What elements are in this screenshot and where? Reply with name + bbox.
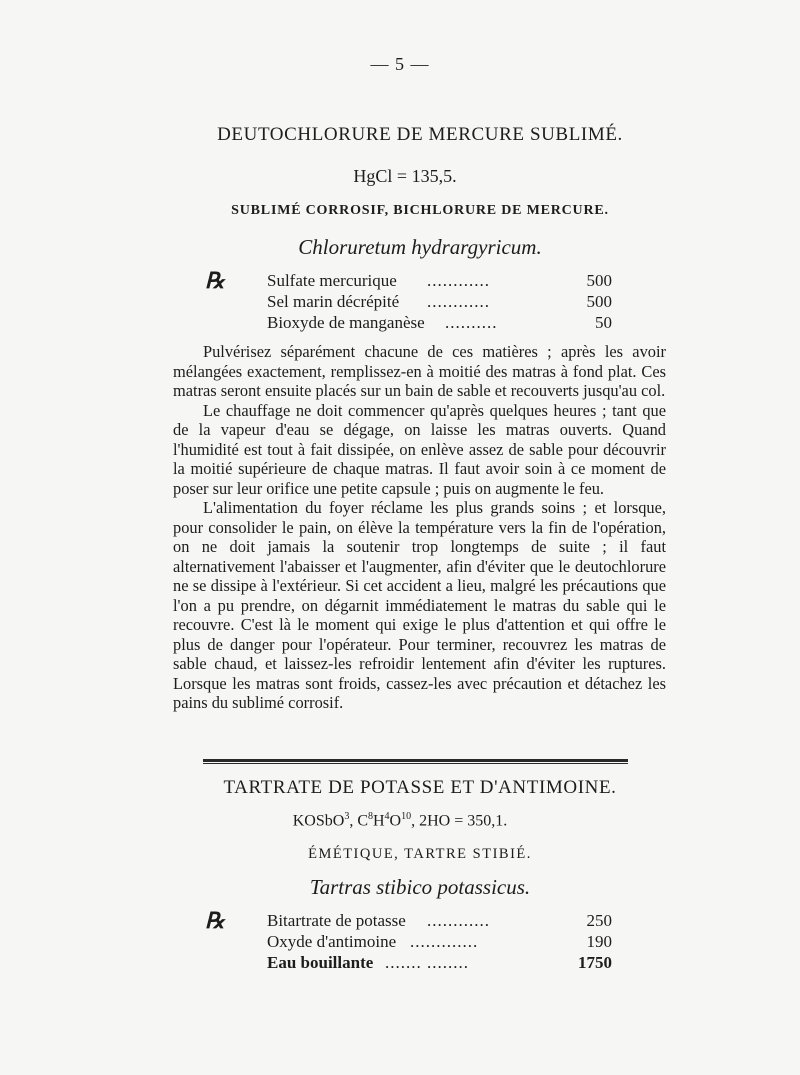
section-title-deutochlorure: DEUTOCHLORURE DE MERCURE SUBLIMÉ. [217, 124, 623, 145]
ingredient-name: Sel marin décrépité [267, 292, 400, 311]
leader-dots: ....... ........ [385, 953, 469, 972]
latin-name-tartras: Tartras stibico potassicus. [309, 875, 531, 899]
recipe-symbol: ℞ [205, 908, 225, 933]
section-subtitle-emetique: ÉMÉTIQUE, TARTRE STIBIÉ. [308, 846, 532, 862]
leader-dots: ............ [427, 271, 490, 290]
formula-subscript: 10 [401, 811, 412, 822]
recipe-row [205, 270, 625, 291]
leader-dots: .......... [445, 313, 498, 332]
formula-part: H [372, 812, 385, 830]
leader-dots: ............ [427, 292, 490, 311]
recipe-row [205, 910, 625, 931]
formula-part: , 2HO = 350,1. [411, 812, 508, 830]
recipe-list-2 [205, 910, 625, 973]
recipe-symbol: ℞ [205, 268, 225, 293]
section-divider-thin [203, 763, 628, 764]
procedure-text [173, 342, 666, 713]
section-divider-thick [203, 759, 628, 762]
ingredient-quantity: 1750 [578, 953, 612, 972]
ingredient-name: Oxyde d'antimoine [267, 932, 397, 951]
ingredient-quantity: 500 [586, 271, 612, 290]
leader-dots: ............ [427, 911, 490, 930]
ingredient-quantity: 50 [595, 313, 612, 332]
ingredient-name: Bitartrate de potasse [267, 911, 406, 930]
section-subtitle-sublime: SUBLIMÉ CORROSIF, BICHLORURE DE MERCURE. [231, 203, 609, 218]
ingredient-quantity: 190 [586, 932, 612, 951]
recipe-row [205, 952, 625, 973]
chemical-formula-hgcl: HgCl = 135,5. [353, 166, 457, 186]
ingredient-name: Eau bouillante [267, 953, 374, 972]
recipe-row [205, 931, 625, 952]
recipe-row [205, 312, 625, 333]
ingredient-name: Sulfate mercurique [267, 271, 397, 290]
page-number: — 5 — [370, 54, 430, 74]
section-title-tartrate: TARTRATE DE POTASSE ET D'ANTIMOINE. [223, 777, 617, 798]
formula-part: KOSbO [292, 812, 345, 830]
chemical-formula-emetique [0, 811, 800, 830]
leader-dots: ............. [410, 932, 479, 951]
paragraph: Le chauffage ne doit commencer qu'après quelques heures ; tant que de la vapeur d'eau se dégage, on laisse les matras ouverts. Quand l'humidité est tout à fait dissipée, on enlève assez de sable pour découvrir la moitié supérieure de chaque matras. Il faut avoir soin à ce moment de poser sur leur orifice une petite capsule ; puis on augmente le feu. [173, 400, 666, 498]
paragraph: Pulvérisez séparément chacune de ces matières ; après les avoir mélangées exactement, remplissez-en à moitié des matras à fond plat. Ces matras seront ensuite placés sur un bain de sable et recouverts jusqu'au col. [173, 342, 666, 400]
formula-subscript: 8 [367, 811, 373, 822]
paragraph: L'alimentation du foyer réclame les plus grands soins ; et lorsque, pour consolider le pain, on élève la température vers la fin de l'opération, on ne doit jamais la soutenir trop longtemps de suite ; il faut alternativement l'abaisser et l'augmenter, afin d'éviter que le deutochlorure ne se dissipe à l'extérieur. Si cet accident a lieu, malgré les précautions que l'on a pu prendre, on dégarnit immédiatement le matras du sable qui le recouvre. C'est là le moment qui exige le plus d'attention et qui offre le plus de danger pour l'opérateur. Pour terminer, recouvrez les matras de sable chaud, et laissez-les refroidir lentement afin d'éviter les ruptures. Lorsque les matras sont froids, cassez-les avec précaution et détachez les pains du sublimé corrosif. [173, 498, 666, 712]
recipe-row [205, 291, 625, 312]
formula-subscript: 3 [344, 811, 350, 822]
ingredient-quantity: 250 [586, 911, 612, 930]
formula-subscript: 4 [384, 811, 390, 822]
ingredient-quantity: 500 [586, 292, 612, 311]
formula-part: , C [349, 812, 368, 830]
latin-name-chloruretum: Chloruretum hydrargyricum. [298, 235, 542, 259]
recipe-list-1 [205, 270, 625, 333]
ingredient-name: Bioxyde de manganèse [267, 313, 425, 332]
formula-part: O [389, 812, 402, 830]
